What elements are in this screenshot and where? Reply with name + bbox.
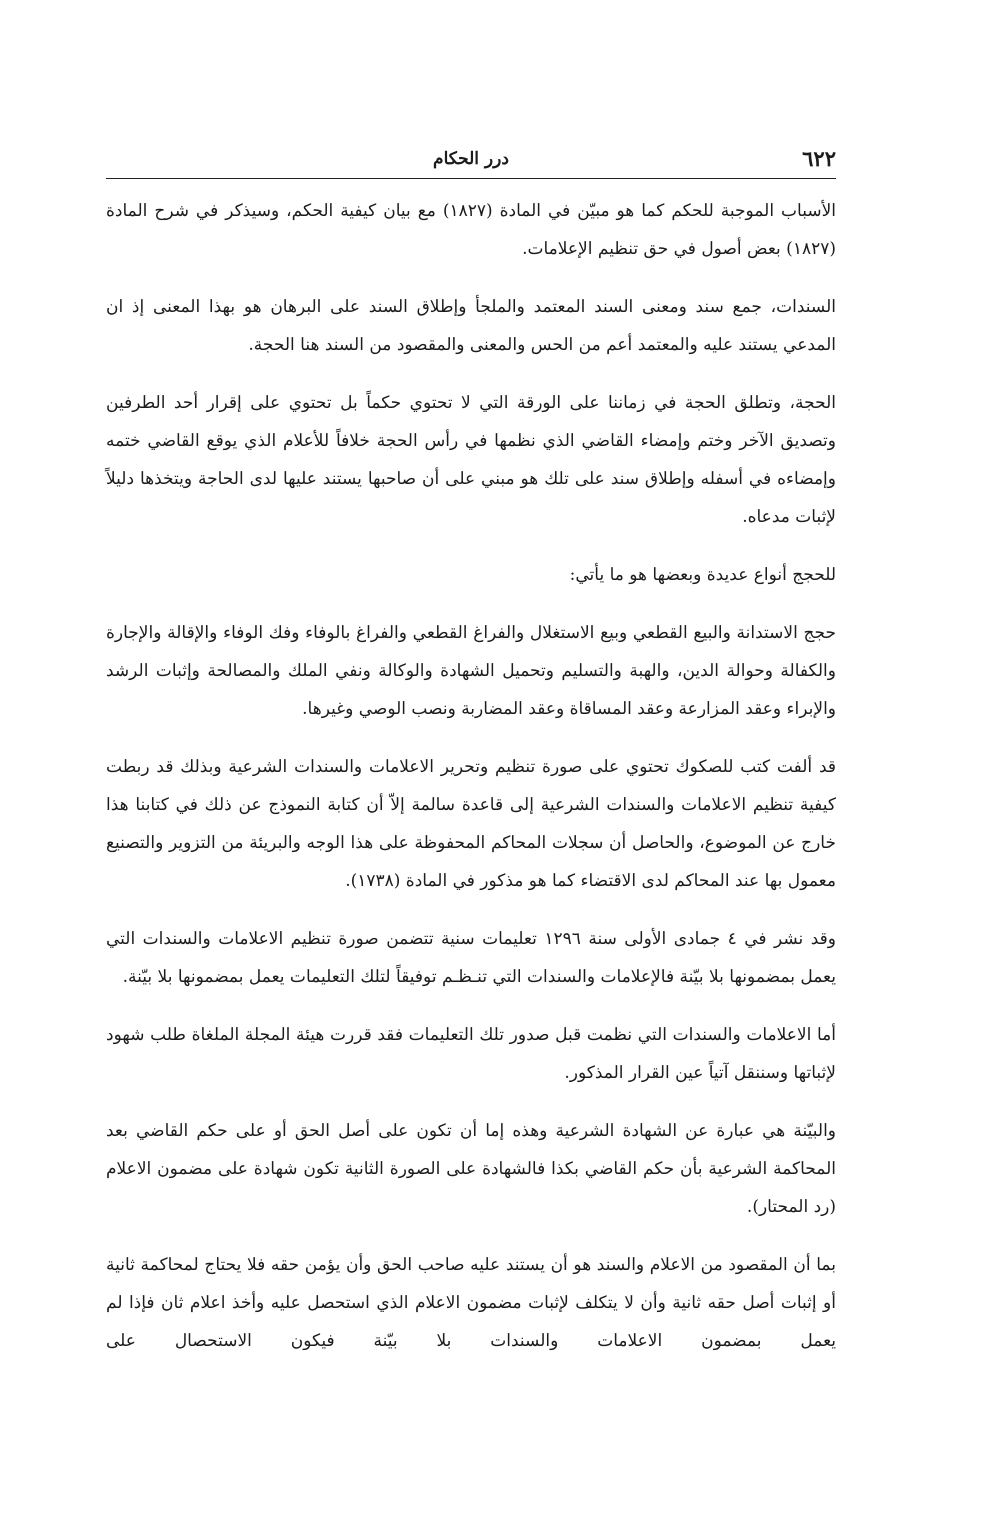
paragraph-hujja: الحجة، وتطلق الحجة في زماننا على الورقة التي لا تحتوي حكماً بل تحتوي على إقرار أحد الطرفين وتصديق الآخر وختم وإمضاء القاضي الذي نظمها في رأس الحجة خلافاً للأعلام الذي يوقع القاضي ختمه وإمضاءه في أسفله وإطلاق سند على تلك هو مبني على أن صاحبها يستند عليها لدى الحاجة ويتخذها دليلاً لإثبات مدعاه. [106,393,836,527]
page-number: ٦٢٢ [802,146,836,171]
paragraph-asbab: الأسباب الموجبة للحكم كما هو مبيّن في المادة (١٨٢٧) مع بيان كيفية الحكم، وسيذكر في شرح المادة (١٨٢٧) بعض أصول في حق تنظيم الإعلامات. [106,201,836,259]
paragraph-maqsud: بما أن المقصود من الاعلام والسند هو أن يستند عليه صاحب الحق وأن يؤمن حقه فلا يحتاج لمحاكمة ثانية أو إثبات أصل حقه ثانية وأن لا يتكلف لإثبات مضمون الاعلام الذي استحصل عليه وأخذ اعلام ثان فإذا لم يعمل بمضمون الاعلامات والسندات بلا بيّنة فيكون الاستحصال على [106,1255,836,1351]
paragraph-sanadat: السندات، جمع سند ومعنى السند المعتمد والملجأ وإطلاق السند على البرهان هو بهذا المعنى إذ ان المدعي يستند عليه والمعتمد أعم من الحس والمعنى والمقصود من السند هنا الحجة. [106,297,836,355]
page-header [106,144,836,174]
paragraph-hujaj-types: حجج الاستدانة والبيع القطعي وبيع الاستغلال والفراغ القطعي والفراغ بالوفاء وفك الوفاء والإقالة والإجارة والكفالة وحوالة الدين، والهبة والتسليم وتحميل الشهادة والوكالة ونفي الملك والمصالحة وإثبات الرشد والإبراء وعقد المزارعة وعقد المساقاة وعقد المضاربة ونصب الوصي وغيرها. [106,623,836,719]
paragraph-sukuk: قد ألفت كتب للصكوك تحتوي على صورة تنظيم وتحرير الاعلامات والسندات الشرعية وبذلك قد ربطت كيفية تنظيم الاعلامات والسندات الشرعية إلى قاعدة سالمة إلاّ أن كتابة النموذج عن ذلك في كتابنا هذا خارج عن الموضوع، والحاصل أن سجلات المحاكم المحفوظة على هذا الوجه والبريئة من التزوير والتصنيع معمول بها عند المحاكم لدى الاقتضاء كما هو مذكور في المادة (١٧٣٨). [106,757,836,891]
paragraph-hujaj-intro: للحجج أنواع عديدة وبعضها هو ما يأتي: [569,565,836,585]
paragraph-bayyina: والبيّنة هي عبارة عن الشهادة الشرعية وهذه إما أن تكون على أصل الحق أو على حكم القاضي بعد المحاكمة الشرعية بأن حكم القاضي بكذا فالشهادة على الصورة الثانية تكون شهادة على مضمون الاعلام (رد المحتار). [106,1121,836,1217]
header-divider [106,178,836,179]
page-body [106,192,836,1380]
running-title: درر الحكام [433,149,509,169]
paragraph-mulghat: أما الاعلامات والسندات التي نظمت قبل صدور تلك التعليمات فقد قررت هيئة المجلة الملغاة طلب شهود لإثباتها وسننقل آتياً عين القرار المذكور. [106,1025,836,1083]
paragraph-talimat: وقد نشر في ٤ جمادى الأولى سنة ١٢٩٦ تعليمات سنية تتضمن صورة تنظيم الاعلامات والسندات التي يعمل بمضمونها بلا بيّنة فالإعلامات والسندات التي تنـظـم توفيقاً لتلك التعليمات يعمل بمضمونها بلا بيّنة. [106,929,836,987]
